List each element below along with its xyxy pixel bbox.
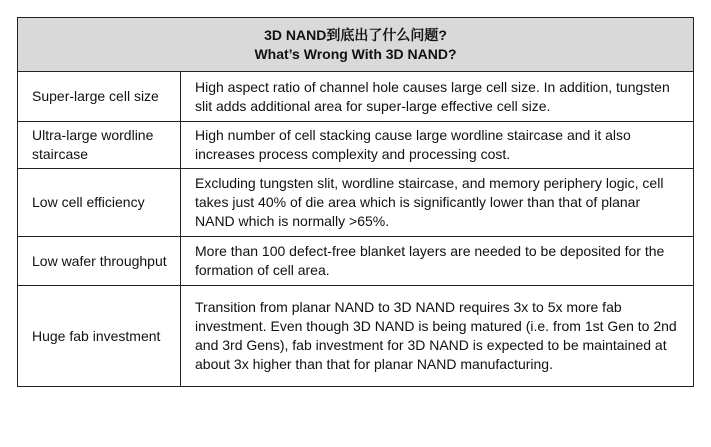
table-row bbox=[18, 237, 694, 286]
issue-cell: Low cell efficiency bbox=[18, 169, 181, 237]
table-row bbox=[18, 286, 694, 387]
description-cell: High number of cell stacking cause large wordline staircase and it also increases process complexity and processing cost. bbox=[181, 122, 694, 169]
table-title-chinese: 3D NAND到底出了什么问题? bbox=[264, 27, 447, 43]
nand-issues-table-container bbox=[17, 17, 693, 387]
table-row bbox=[18, 169, 694, 237]
issue-cell: Ultra-large wordline staircase bbox=[18, 122, 181, 169]
issue-cell: Super-large cell size bbox=[18, 72, 181, 122]
issue-cell: Low wafer throughput bbox=[18, 237, 181, 286]
table-row bbox=[18, 122, 694, 169]
description-cell: Excluding tungsten slit, wordline staircase, and memory periphery logic, cell takes just 40% of die area which is significantly lower than that of planar NAND which is normally >65%. bbox=[181, 169, 694, 237]
table-title-row bbox=[18, 18, 694, 72]
issue-cell: Huge fab investment bbox=[18, 286, 181, 387]
description-cell: High aspect ratio of channel hole causes large cell size. In addition, tungsten slit adds additional area for super-large effective cell size. bbox=[181, 72, 694, 122]
table-title-english: What’s Wrong With 3D NAND? bbox=[254, 46, 457, 62]
description-cell: Transition from planar NAND to 3D NAND requires 3x to 5x more fab investment. Even though 3D NAND is being matured (i.e. from 1st Gen to 2nd and 3rd Gens), fab investment for 3D NAND is expected to be maintained at about 3x higher than that for planar NAND manufacturing. bbox=[181, 286, 694, 387]
table-title bbox=[18, 18, 694, 72]
nand-issues-table bbox=[17, 17, 694, 387]
table-row bbox=[18, 72, 694, 122]
description-cell: More than 100 defect-free blanket layers are needed to be deposited for the formation of cell area. bbox=[181, 237, 694, 286]
